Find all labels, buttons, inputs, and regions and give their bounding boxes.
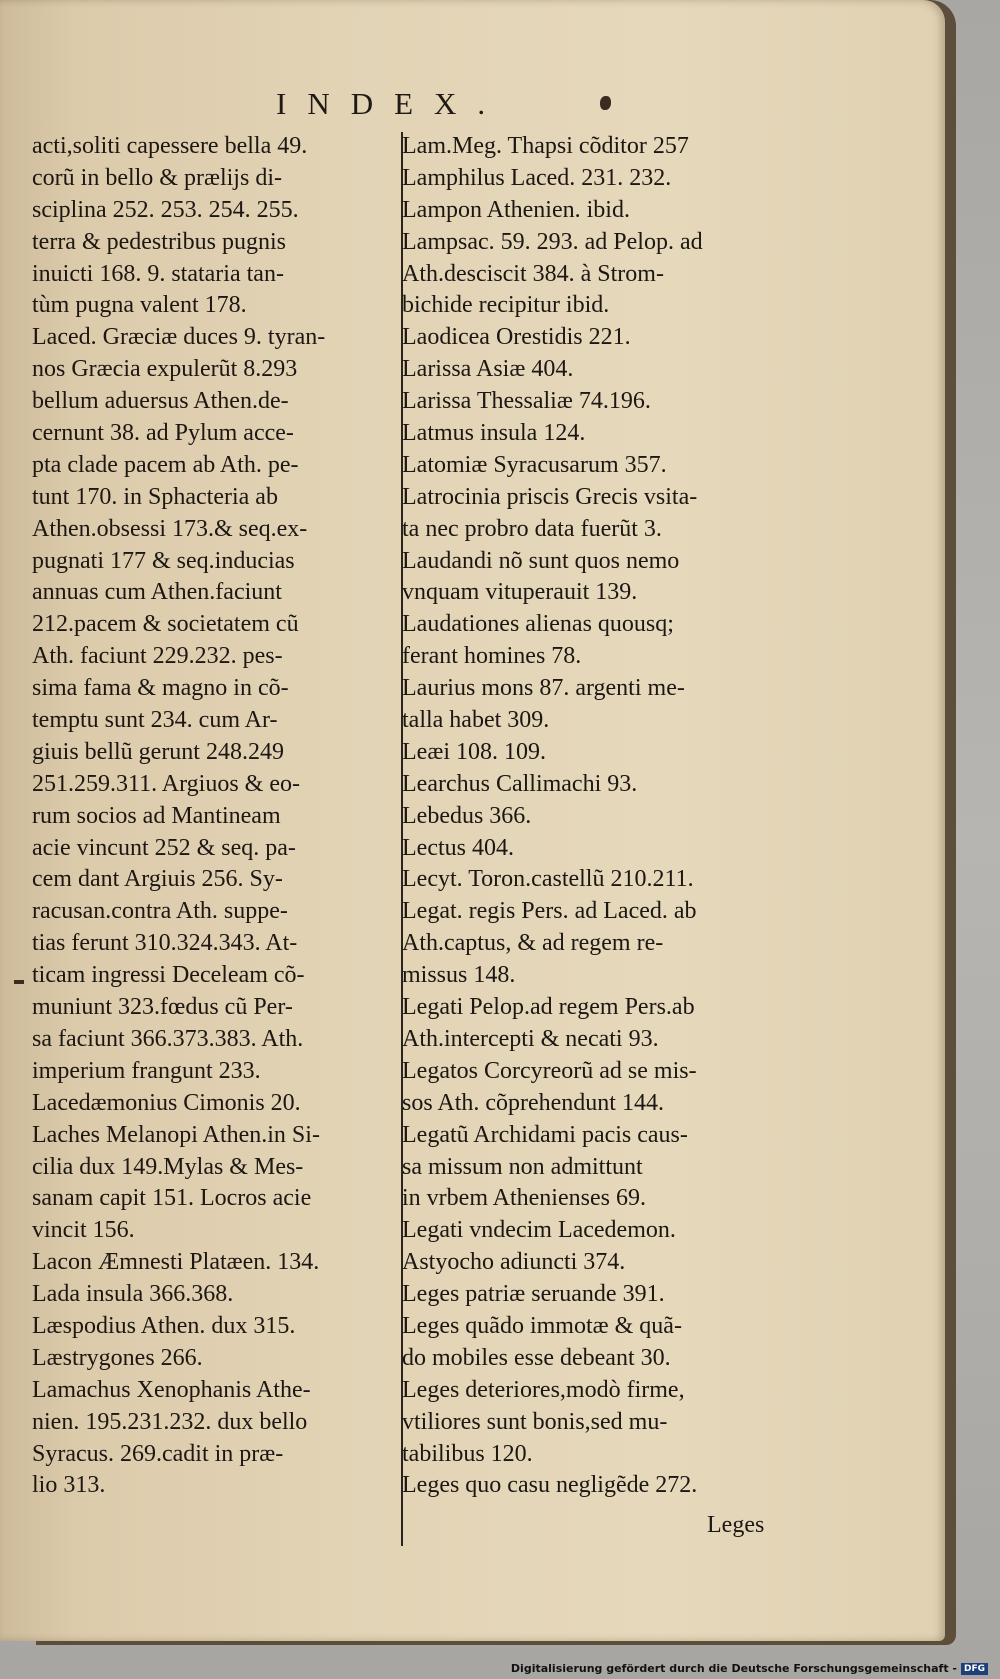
index-line: Leges deteriores,modò firme, (402, 1376, 685, 1403)
index-line: Lebedus 366. (402, 802, 532, 829)
index-line: sa missum non admittunt (402, 1153, 643, 1180)
index-line: terra & pedestribus pugnis (32, 228, 286, 255)
index-line: tias ferunt 310.324.343. At- (32, 930, 298, 957)
margin-mark (14, 980, 24, 984)
index-line: muniunt 323.fœdus cũ Per- (32, 994, 293, 1021)
index-line: missus 148. (402, 962, 516, 989)
index-line: Læstrygones 266. (32, 1344, 203, 1371)
index-line: Laches Melanopi Athen.in Si- (32, 1121, 320, 1148)
index-line: Lamphilus Laced. 231. 232. (402, 164, 672, 191)
index-line: Astyocho adiuncti 374. (402, 1249, 626, 1276)
index-line: Lam.Meg. Thapsi cõditor 257 (402, 133, 689, 159)
index-line: nos Græcia expulerũt 8.293 (32, 356, 298, 383)
index-line: Ath.captus, & ad regem re- (402, 930, 664, 957)
index-line: Syracus. 269.cadit in præ- (32, 1440, 284, 1467)
index-line: tabilibus 120. (402, 1440, 533, 1467)
dfg-logo: DFG (961, 1663, 988, 1675)
index-line: Lada insula 366.368. (32, 1281, 234, 1308)
index-line: tùm pugna valent 178. (32, 292, 247, 319)
index-line: Læspodius Athen. dux 315. (32, 1312, 296, 1339)
index-line: Leges quãdo immotæ & quã- (402, 1312, 682, 1339)
catchword: Leges (707, 1512, 765, 1538)
index-line: sciplina 252. 253. 254. 255. (32, 196, 299, 223)
index-line: vnquam vituperauit 139. (402, 579, 638, 606)
index-line: bellum aduersus Athen.de- (32, 388, 289, 415)
index-line: acti,soliti capessere bella 49. (32, 133, 308, 159)
index-line: Laudationes alienas quousq; (402, 611, 674, 638)
index-line: vincit 156. (32, 1217, 135, 1244)
index-line: ticam ingressi Deceleam cõ- (32, 962, 305, 989)
index-line: talla habet 309. (402, 707, 550, 734)
index-line: Lecyt. Toron.castellũ 210.211. (402, 866, 694, 893)
index-line: do mobiles esse debeant 30. (402, 1344, 671, 1371)
index-line: Laudandi nõ sunt quos nemo (402, 547, 680, 574)
index-line: cem dant Argiuis 256. Sy- (32, 866, 283, 893)
index-line: Latmus insula 124. (402, 420, 586, 447)
index-line: sima fama & magno in cõ- (32, 675, 289, 702)
digitization-footer (511, 1662, 988, 1675)
index-line: Latrocinia priscis Grecis vsita- (402, 483, 698, 510)
index-line: Leges patriæ seruande 391. (402, 1281, 665, 1308)
index-line: ta nec probro data fuerũt 3. (402, 515, 662, 542)
index-line: cilia dux 149.Mylas & Mes- (32, 1153, 304, 1180)
index-line: giuis bellũ gerunt 248.249 (32, 738, 284, 765)
index-line: pta clade pacem ab Ath. pe- (32, 451, 299, 478)
index-line: Leæi 108. 109. (402, 738, 546, 765)
index-line: Lampsac. 59. 293. ad Pelop. ad (402, 228, 703, 255)
index-line: 251.259.311. Argiuos & eo- (32, 770, 300, 797)
index-line: Ath.intercepti & necati 93. (402, 1025, 659, 1052)
index-column-right (402, 131, 782, 1502)
index-line: Lacedæmonius Cimonis 20. (32, 1089, 301, 1116)
index-line: nien. 195.231.232. dux bello (32, 1408, 308, 1435)
index-line: imperium frangunt 233. (32, 1057, 261, 1084)
index-line: Lamachus Xenophanis Athe- (32, 1376, 311, 1403)
index-line: bichide recipitur ibid. (402, 292, 610, 319)
index-line: acie vincunt 252 & seq. pa- (32, 834, 296, 861)
index-line: pugnati 177 & seq.inducias (32, 547, 295, 574)
index-line: Legat. regis Pers. ad Laced. ab (402, 898, 697, 925)
index-line: Lacon Æmnesti Platæen. 134. (32, 1249, 320, 1276)
index-line: Ath.desciscit 384. à Strom- (402, 260, 664, 287)
index-line: Legatos Corcyreorũ ad se mis- (402, 1057, 697, 1084)
index-line: corũ in bello & prælijs di- (32, 164, 282, 191)
index-line: Legati Pelop.ad regem Pers.ab (402, 994, 695, 1021)
index-line: sa faciunt 366.373.383. Ath. (32, 1025, 304, 1052)
index-line: Athen.obsessi 173.& seq.ex- (32, 515, 308, 542)
index-column-left (32, 131, 396, 1502)
index-line: Leges quo casu negligẽde 272. (402, 1472, 698, 1499)
index-line: ferant homines 78. (402, 643, 582, 670)
index-line: Ath. faciunt 229.232. pes- (32, 643, 283, 670)
index-line: sos Ath. cõprehendunt 144. (402, 1089, 664, 1116)
index-line: Learchus Callimachi 93. (402, 770, 638, 797)
index-line: Lampon Athenien. ibid. (402, 196, 630, 223)
index-line: sanam capit 151. Locros acie (32, 1185, 312, 1212)
index-line: vtiliores sunt bonis,sed mu- (402, 1408, 668, 1435)
index-line: cernunt 38. ad Pylum acce- (32, 420, 294, 447)
index-line: Laodicea Orestidis 221. (402, 324, 631, 351)
index-line: Larissa Asiæ 404. (402, 356, 574, 383)
index-line: Lectus 404. (402, 834, 514, 861)
index-line: Laurius mons 87. argenti me- (402, 675, 685, 702)
index-line: Laced. Græciæ duces 9. tyran- (32, 324, 326, 351)
index-line: Larissa Thessaliæ 74.196. (402, 388, 651, 415)
index-line: rum socios ad Mantineam (32, 802, 281, 829)
index-line: Legatũ Archidami pacis caus- (402, 1121, 688, 1148)
index-line: Latomiæ Syracusarum 357. (402, 451, 667, 478)
index-line: tunt 170. in Sphacteria ab (32, 483, 278, 510)
footer-text: Digitalisierung gefördert durch die Deutsche Forschungsgemeinschaft - (510, 1662, 957, 1675)
index-line: temptu sunt 234. cum Ar- (32, 707, 278, 734)
page-header: INDEX. (276, 86, 507, 121)
index-line: annuas cum Athen.faciunt (32, 579, 282, 606)
index-line: 212.pacem & societatem cũ (32, 611, 299, 638)
ink-blot (600, 96, 611, 110)
index-line: in vrbem Athenienses 69. (402, 1185, 646, 1212)
index-line: inuicti 168. 9. stataria tan- (32, 260, 284, 287)
index-line: racusan.contra Ath. suppe- (32, 898, 288, 925)
index-line: Legati vndecim Lacedemon. (402, 1217, 676, 1244)
index-line: lio 313. (32, 1472, 106, 1499)
